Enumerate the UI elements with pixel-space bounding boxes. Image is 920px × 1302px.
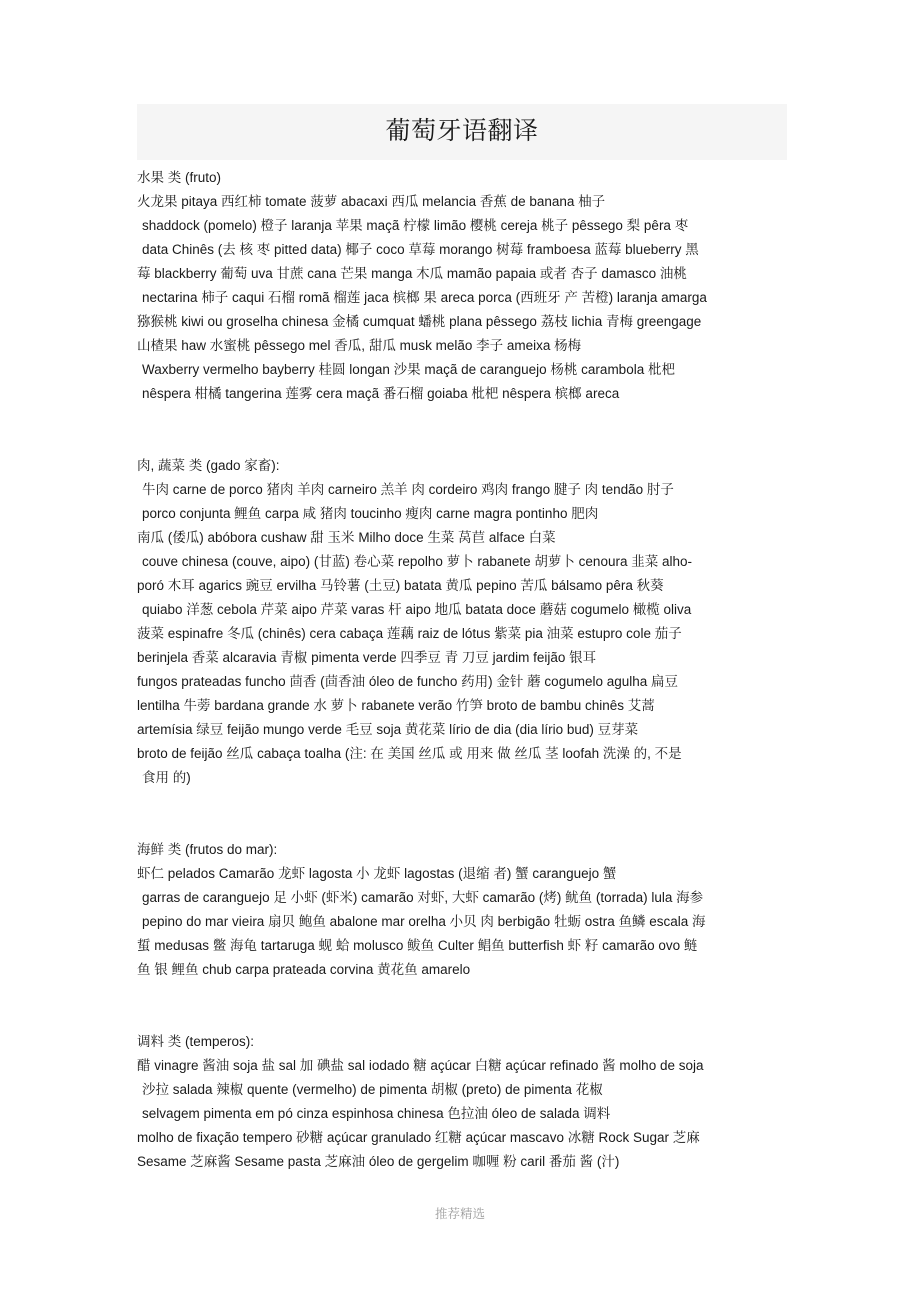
content-line: 南瓜 (倭瓜) abóbora cushaw 甜 玉米 Milho doce 生菜 莴苣 alface 白菜 xyxy=(137,530,556,545)
section-heading: 调料 类 (temperos): xyxy=(137,1034,255,1049)
content-line: artemísia 绿豆 feijão mungo verde 毛豆 soja 黄花菜 lírio de dia (dia lírio bud) 豆芽菜 xyxy=(137,722,639,737)
content-line: 菠菜 espinafre 冬瓜 (chinês) cera cabaça 莲藕 raiz de lótus 紫菜 pia 油菜 estupro cole 茄子 xyxy=(137,626,682,641)
content-line: 火龙果 pitaya 西红柿 tomate 菠萝 abacaxi 西瓜 melancia 香蕉 de banana 柚子 xyxy=(137,194,606,209)
page-title: 葡萄牙语翻译 xyxy=(385,117,539,145)
section-heading: 海鲜 类 (frutos do mar): xyxy=(137,842,278,857)
content-line: garras de caranguejo 足 小虾 (虾米) camarão 对虾, 大虾 camarão (烤) 鱿鱼 (torrada) lula 海参 xyxy=(142,890,704,905)
content-line: 鱼 银 鲤鱼 chub carpa prateada corvina 黄花鱼 amarelo xyxy=(137,962,471,977)
content-line: 醋 vinagre 酱油 soja 盐 sal 加 碘盐 sal iodado 糖 açúcar 白糖 açúcar refinado 酱 molho de soja xyxy=(137,1058,704,1073)
content-line: 食用 的) xyxy=(142,770,191,785)
content-line: shaddock (pomelo) 橙子 laranja 苹果 maçã 柠檬 limão 樱桃 cereja 桃子 pêssego 梨 pêra 枣 xyxy=(142,218,689,233)
section-seafood xyxy=(137,838,787,982)
content-line: 莓 blackberry 葡萄 uva 甘蔗 cana 芒果 manga 木瓜 mamão papaia 或者 杏子 damasco 油桃 xyxy=(137,266,687,281)
content-line: molho de fixação tempero 砂糖 açúcar granulado 红糖 açúcar mascavo 冰糖 Rock Sugar 芝麻 xyxy=(137,1130,700,1145)
content-line: porco conjunta 鲤鱼 carpa 咸 猪肉 toucinho 瘦肉 carne magra pontinho 肥肉 xyxy=(142,506,599,521)
section-heading: 肉, 蔬菜 类 (gado 家畜): xyxy=(137,458,280,473)
content-line: data Chinês (去 核 枣 pitted data) 椰子 coco 草莓 morango 树莓 framboesa 蓝莓 blueberry 黑 xyxy=(142,242,699,257)
content-line: lentilha 牛蒡 bardana grande 水 萝卜 rabanete verão 竹笋 broto de bambu chinês 艾蒿 xyxy=(137,698,655,713)
section-seasoning xyxy=(137,1030,787,1174)
content-line: nectarina 柿子 caqui 石榴 romã 榴莲 jaca 槟榔 果 areca porca (西班牙 产 苦橙) laranja amarga xyxy=(142,290,707,305)
section-meat-vegetable xyxy=(137,454,787,790)
content-line: 蜇 medusas 鳖 海龟 tartaruga 蚬 蛤 molusco 鲅鱼 Culter 鲳鱼 butterfish 虾 籽 camarão ovo 鲢 xyxy=(137,938,698,953)
title-band xyxy=(137,104,787,160)
content-line: pepino do mar vieira 扇贝 鲍鱼 abalone mar orelha 小贝 肉 berbigão 牡蛎 ostra 鱼鳞 escala 海 xyxy=(142,914,706,929)
content-line: selvagem pimenta em pó cinza espinhosa chinesa 色拉油 óleo de salada 调料 xyxy=(142,1106,611,1121)
section-heading: 水果 类 (fruto) xyxy=(137,170,222,185)
content-line: couve chinesa (couve, aipo) (甘蓝) 卷心菜 repolho 萝卜 rabanete 胡萝卜 cenoura 韭菜 alho- xyxy=(142,554,692,569)
content-line: 山楂果 haw 水蜜桃 pêssego mel 香瓜, 甜瓜 musk melão 李子 ameixa 杨梅 xyxy=(137,338,582,353)
content-line: quiabo 洋葱 cebola 芹菜 aipo 芹菜 varas 杆 aipo 地瓜 batata doce 蘑菇 cogumelo 橄榄 oliva xyxy=(142,602,692,617)
page-footer: 推荐精选 xyxy=(434,1207,485,1221)
content-line: broto de feijão 丝瓜 cabaça toalha (注: 在 美国 丝瓜 或 用来 做 丝瓜 茎 loofah 洗澡 的, 不是 xyxy=(137,746,682,761)
content-line: 牛肉 carne de porco 猪肉 羊肉 carneiro 羔羊 肉 cordeiro 鸡肉 frango 腱子 肉 tendão 肘子 xyxy=(142,482,674,497)
content-line: fungos prateadas funcho 茴香 (茴香油 óleo de funcho 药用) 金针 蘑 cogumelo agulha 扁豆 xyxy=(137,674,679,689)
content-line: poró 木耳 agarics 豌豆 ervilha 马铃薯 (土豆) batata 黄瓜 pepino 苦瓜 bálsamo pêra 秋葵 xyxy=(137,578,664,593)
content-line: 虾仁 pelados Camarão 龙虾 lagosta 小 龙虾 lagostas (退缩 者) 蟹 caranguejo 蟹 xyxy=(137,866,617,881)
content-line: 沙拉 salada 辣椒 quente (vermelho) de pimenta 胡椒 (preto) de pimenta 花椒 xyxy=(142,1082,603,1097)
content-line: nêspera 柑橘 tangerina 莲雾 cera maçã 番石榴 goiaba 枇杷 nêspera 槟榔 areca xyxy=(142,386,620,401)
content-line: berinjela 香菜 alcaravia 青椒 pimenta verde 四季豆 青 刀豆 jardim feijão 银耳 xyxy=(137,650,597,665)
section-fruit xyxy=(137,166,787,406)
content-line: Sesame 芝麻酱 Sesame pasta 芝麻油 óleo de gergelim 咖喱 粉 caril 番茄 酱 (汁) xyxy=(137,1154,620,1169)
content-line: 猕猴桃 kiwi ou groselha chinesa 金橘 cumquat 蟠桃 plana pêssego 荔枝 lichia 青梅 greengage xyxy=(137,314,702,329)
document-body xyxy=(137,104,787,1174)
content-line: Waxberry vermelho bayberry 桂圆 longan 沙果 maçã de caranguejo 杨桃 carambola 枇杷 xyxy=(142,362,675,377)
